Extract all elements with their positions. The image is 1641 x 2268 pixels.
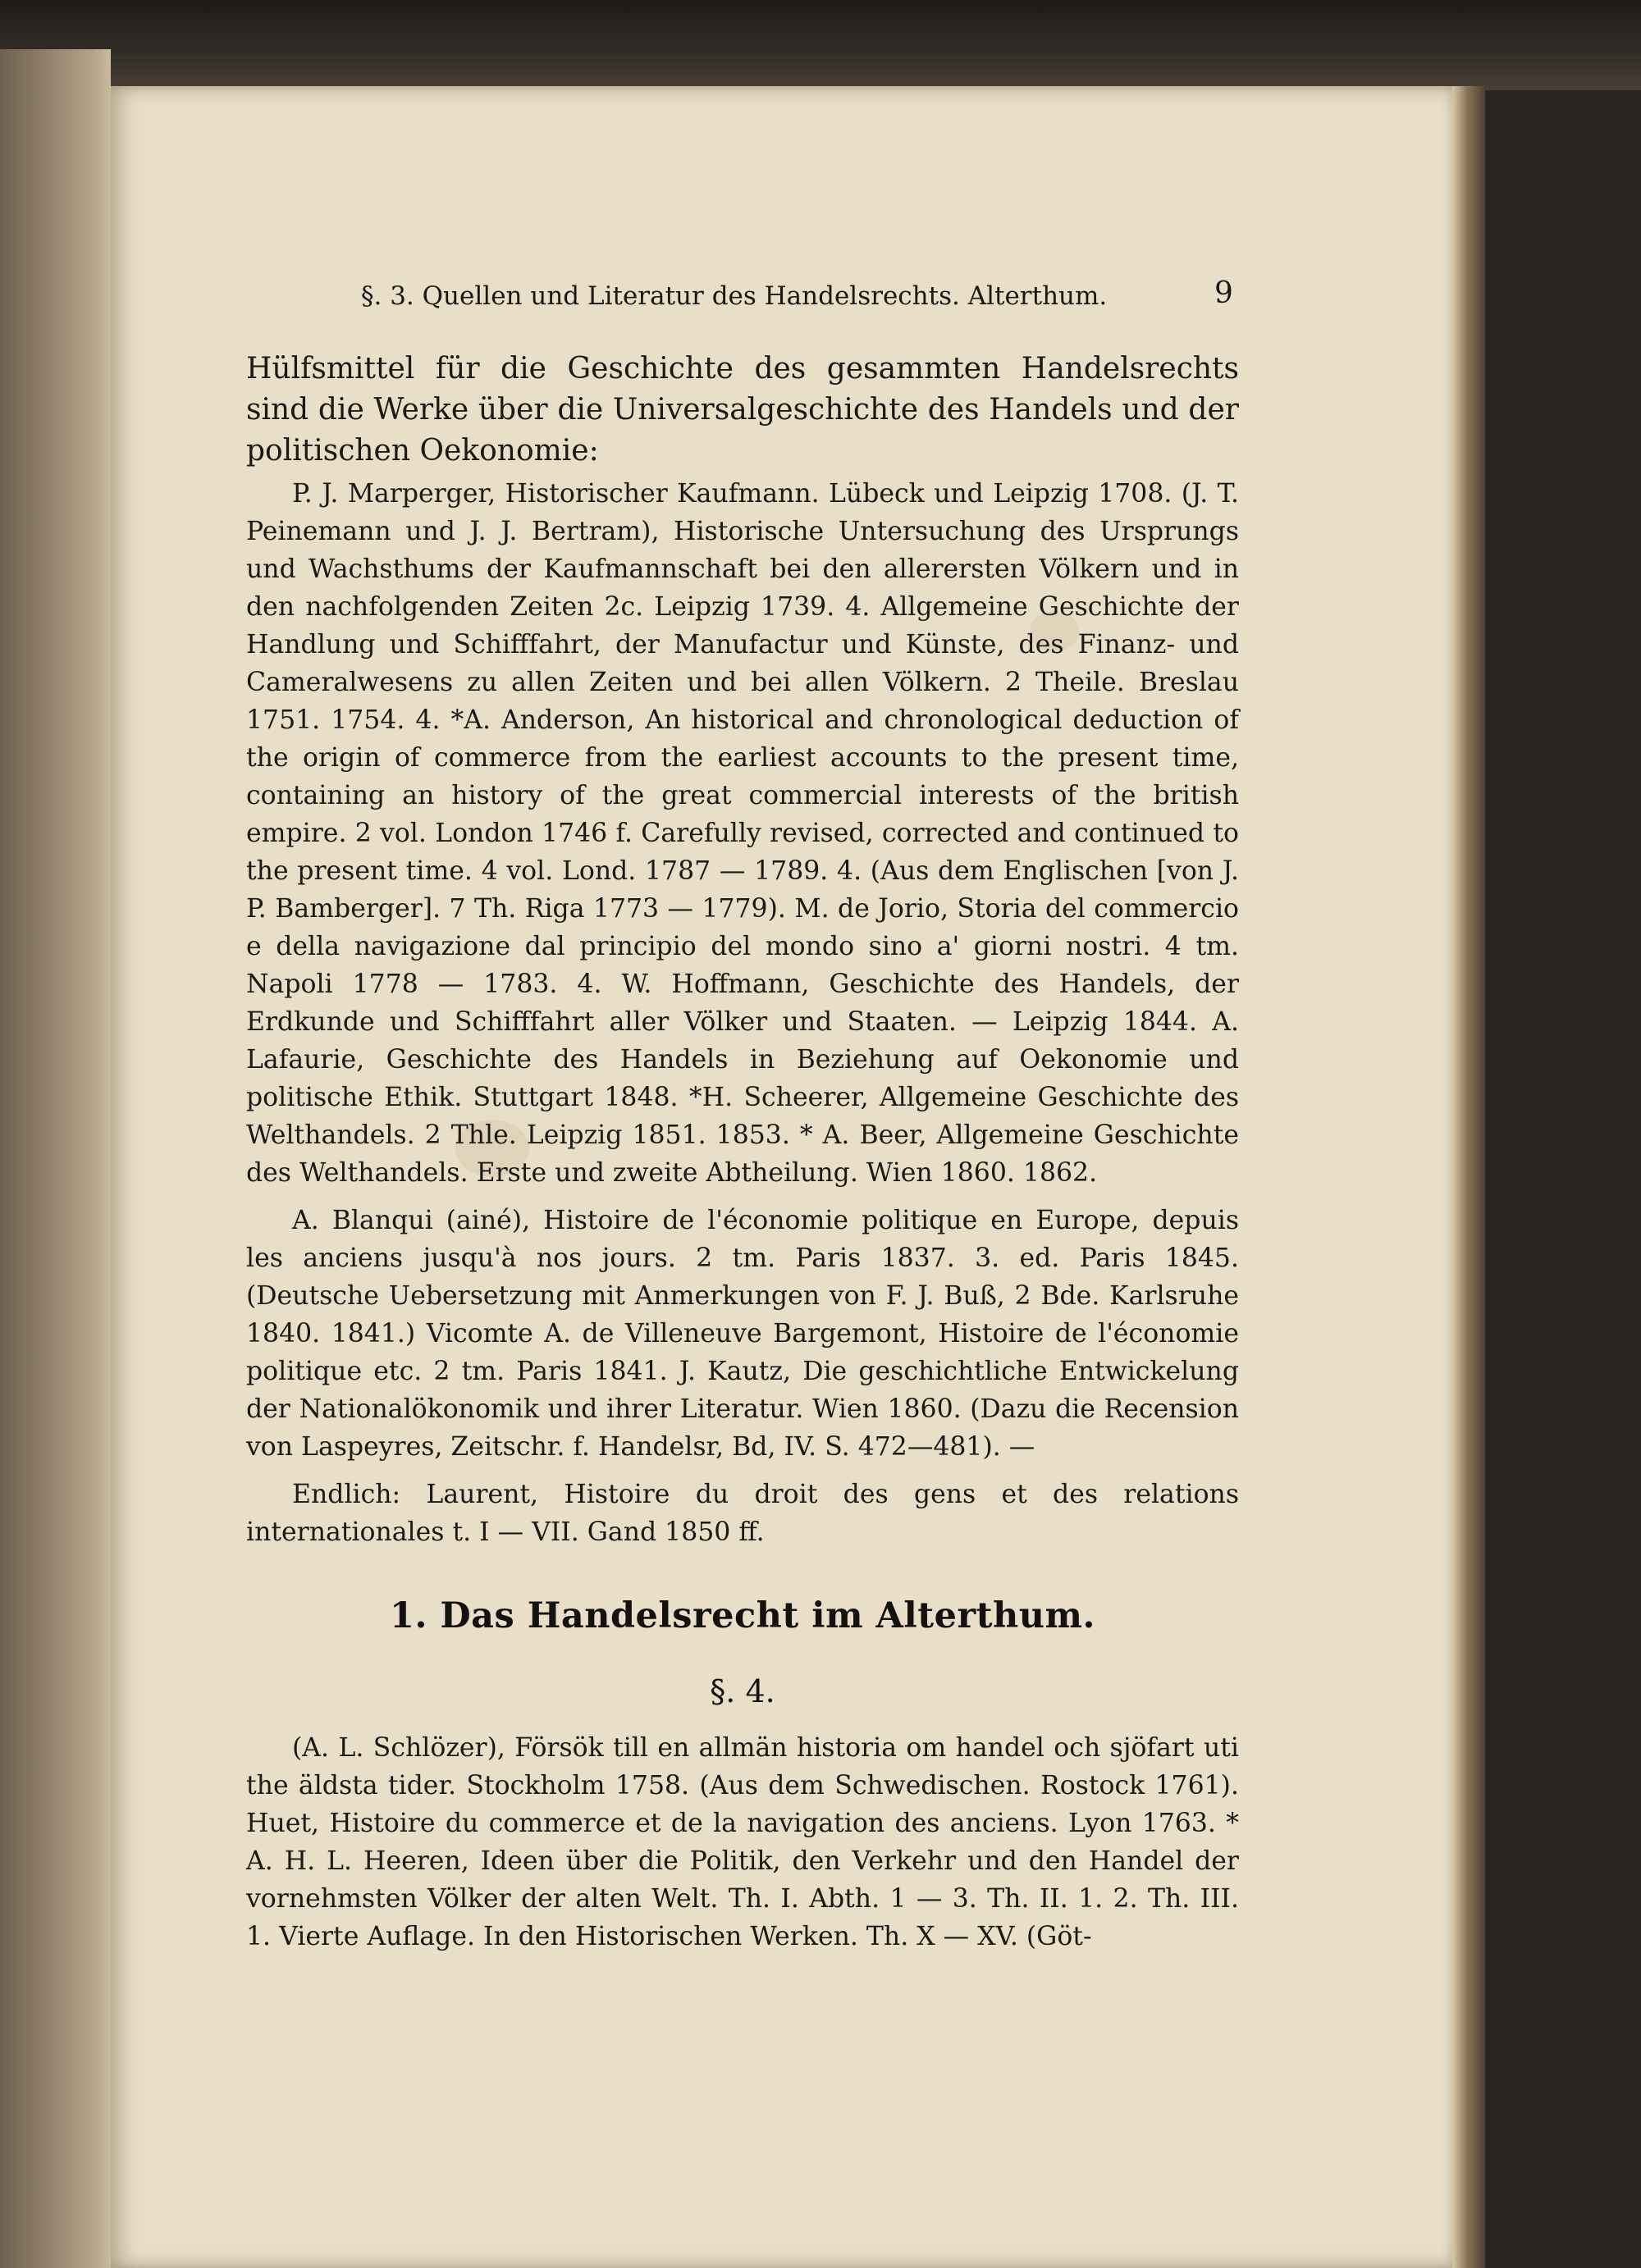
running-header [246, 275, 1231, 324]
bibliography-paragraph: (A. L. Schlözer), Försök till en allmän historia om handel och sjöfart uti the äldsta tider. Stockholm 1758. (Aus dem Schwedischen. Rostock 1761). Huet, Histoire du commerce et de la navigation des anciens. Lyon 1763. * A. H. L. Heeren, Ideen über die Politik, den Verkehr und den Handel der vornehmsten Völker der alten Welt. Th. I. Abth. 1 — 3. Th. II. 1. 2. Th. III. 1. Vierte Auflage. In den Historischen Werken. Th. X — XV. (Göt- [246, 1733, 1239, 1951]
main-text [246, 349, 1239, 1551]
chapter-heading: 1. Das Handelsrecht im Alterthum. [390, 1595, 1095, 1636]
section-heading: §. 4. [710, 1673, 775, 1709]
bibliography-paragraph: A. Blanqui (ainé), Histoire de l'économie politique en Europe, depuis les anciens jusqu'à nos jours. 2 tm. Paris 1837. 3. ed. Paris 1845. (Deutsche Uebersetzung mit Anmerkungen von F. J. Buß, 2 Bde. Karlsruhe 1840. 1841.) Vicomte A. de Villeneuve Bargemont, Histoire de l'économie politique etc. 2 tm. Paris 1841. J. Kautz, Die geschichtliche Entwickelung der Nationalökonomik und ihrer Literatur. Wien 1860. (Dazu die Recension von Laspeyres, Zeitschr. f. Handelsr, Bd, IV. S. 472—481). — [246, 1206, 1239, 1462]
book-top-edge [0, 0, 1641, 90]
left-page-edge [0, 49, 111, 2268]
intro-paragraph: Hülfsmittel für die Geschichte des gesammten Handelsrechts sind die Werke über die Universalgeschichte des Handels und der politischen Oekonomie: [246, 352, 1239, 468]
bibliography-paragraph: Endlich: Laurent, Histoire du droit des gens et des relations internationales t. I — VII. Gand 1850 ff. [246, 1480, 1239, 1547]
right-cover-edge [1452, 86, 1485, 2268]
page-number: 9 [1214, 276, 1233, 310]
section-text [246, 1729, 1239, 1955]
bibliography-paragraph: P. J. Marperger, Historischer Kaufmann. Lübeck und Leipzig 1708. (J. T. Peinemann und J. J. Bertram), Historische Untersuchung des Ursprungs und Wachsthums der Kaufmannschaft bei den allerersten Völkern und in den nachfolgenden Zeiten 2c. Leipzig 1739. 4. Allgemeine Geschichte der Handlung und Schifffahrt, der Manufactur und Künste, des Finanz- und Cameralwesens zu allen Zeiten und bei allen Völkern. 2 Theile. Breslau 1751. 1754. 4. *A. Anderson, An historical and chronological deduction of the origin of commerce from the earliest accounts to the present time, containing an history of the great commercial interests of the british empire. 2 vol. London 1746 f. Carefully revised, corrected and continued to the present time. 4 vol. Lond. 1787 — 1789. 4. (Aus dem Englischen [von J. P. Bamberger]. 7 Th. Riga 1773 — 1779). M. de Jorio, Storia del commercio e della navigazione dal principio del mondo sino a' giorni nostri. 4 tm. Napoli 1778 — 1783. 4. W. Hoffmann, Geschichte des Handels, der Erdkunde und Schifffahrt aller Völker und Staaten. — Leipzig 1844. A. Lafaurie, Geschichte des Handels in Beziehung auf Oekonomie und politische Ethik. Stuttgart 1848. *H. Scheerer, Allgemeine Geschichte des Welthandels. 2 Thle. Leipzig 1851. 1853. * A. Beer, Allgemeine Geschichte des Welthandels. Erste und zweite Abtheilung. Wien 1860. 1862. [246, 479, 1239, 1188]
running-header-title: §. 3. Quellen und Literatur des Handelsrechts. Alterthum. [361, 281, 1108, 311]
